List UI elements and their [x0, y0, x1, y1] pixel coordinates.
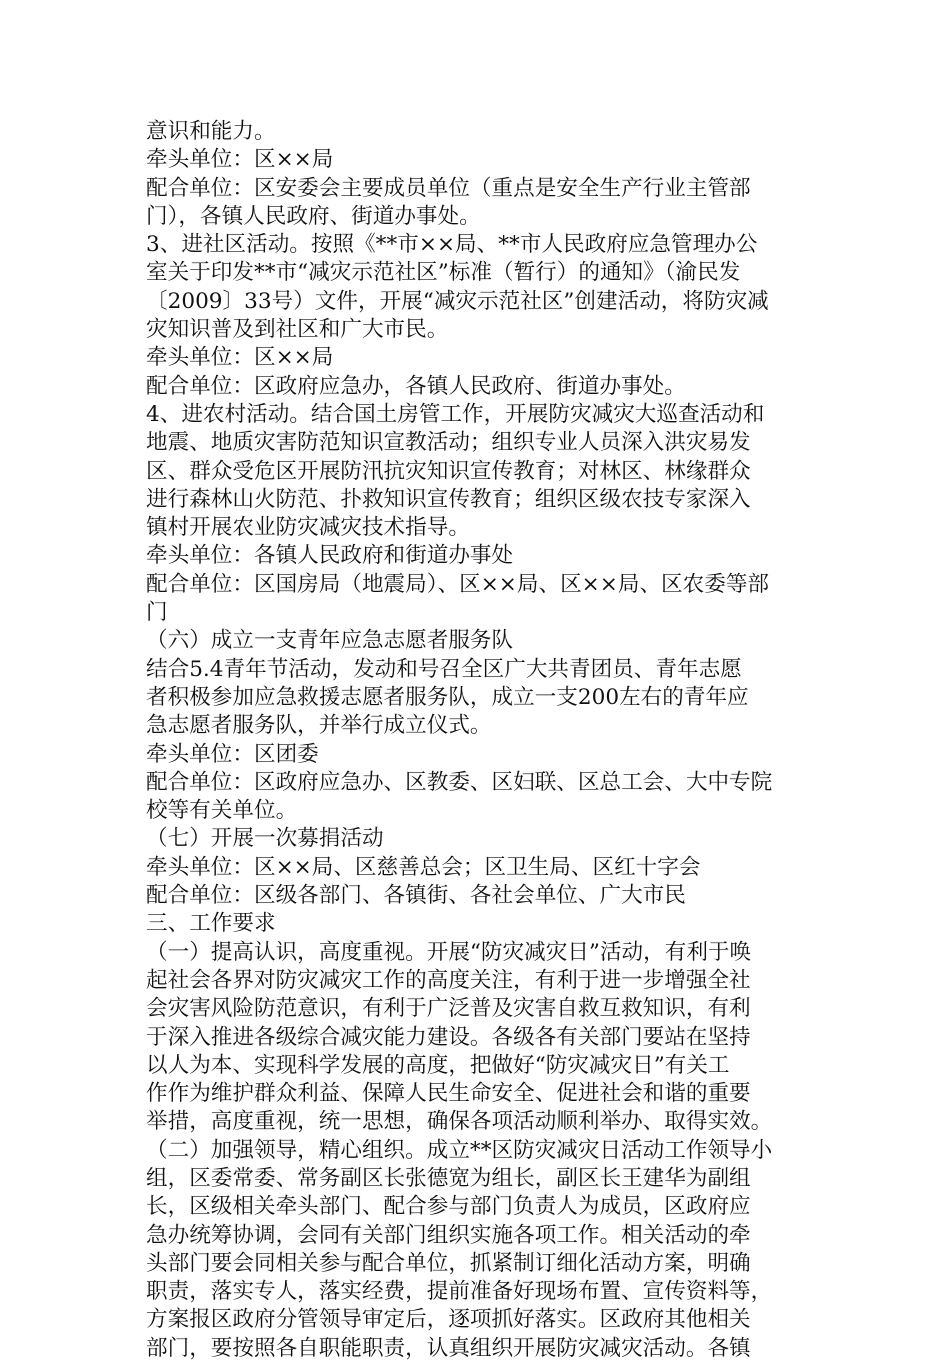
text-line: 室关于印发**市“减灾示范社区”标准（暂行）的通知》（渝民发 — [146, 260, 741, 286]
section-heading: 三、工作要求 — [146, 911, 276, 937]
text-line: 者积极参加应急救援志愿者服务队，成立一支200左右的青年应 — [146, 684, 749, 710]
section-heading: （六）成立一支青年应急志愿者服务队 — [146, 628, 514, 654]
text-line: 地震、地质灾害防范知识宣教活动；组织专业人员深入洪灾易发 — [146, 430, 751, 456]
text-line: 牵头单位：各镇人民政府和街道办事处 — [146, 543, 514, 569]
text-line: 以人为本、实现科学发展的高度，把做好“防灾减灾日”有关工 — [146, 1052, 730, 1078]
text-line: 配合单位：区安委会主要成员单位（重点是安全生产行业主管部 — [146, 175, 751, 201]
text-line: 结合5.4青年节活动，发动和号召全区广大共青团员、青年志愿 — [146, 656, 742, 682]
text-line: 镇村开展农业防灾减灾技术指导。 — [146, 515, 470, 541]
text-line: 门），各镇人民政府、街道办事处。 — [146, 203, 481, 229]
text-line: 方案报区政府分管领导审定后，逐项抓好落实。区政府其他相关 — [146, 1307, 751, 1333]
text-line: 职责，落实专人，落实经费，提前准备好现场布置、宣传资料等， — [146, 1279, 773, 1305]
text-line: 牵头单位：区××局 — [146, 147, 334, 173]
document-body — [146, 118, 810, 1363]
text-line: 进行森林山火防范、扑救知识宣传教育；组织区级农技专家深入 — [146, 486, 751, 512]
text-line: 配合单位：区政府应急办、区教委、区妇联、区总工会、大中专院 — [146, 769, 773, 795]
text-line: 配合单位：区国房局（地震局）、区××局、区××局、区农委等部 — [146, 571, 770, 597]
text-line: 头部门要会同相关参与配合单位，抓紧制订细化活动方案，明确 — [146, 1250, 751, 1276]
text-line: （二）加强领导，精心组织。成立**区防灾减灾日活动工作领导小 — [146, 1137, 773, 1163]
text-line: 部门，要按照各自职能职责，认真组织开展防灾减灾活动。各镇 — [146, 1335, 751, 1361]
text-line: 门 — [146, 600, 168, 626]
text-line: 配合单位：区政府应急办，各镇人民政府、街道办事处。 — [146, 373, 686, 399]
text-line: 牵头单位：区××局 — [146, 345, 334, 371]
text-line: 4、进农村活动。结合国土房管工作，开展防灾减灾大巡查活动和 — [146, 401, 765, 427]
text-line: 校等有关单位。 — [146, 798, 298, 824]
text-line: 组，区委常委、常务副区长张德宽为组长，副区长王建华为副组 — [146, 1165, 751, 1191]
text-line: 急办统筹协调，会同有关部门组织实施各项工作。相关活动的牵 — [146, 1222, 751, 1248]
text-line: 急志愿者服务队，并举行成立仪式。 — [146, 713, 492, 739]
text-line: 起社会各界对防灾减灾工作的高度关注，有利于进一步增强全社 — [146, 967, 751, 993]
text-line: 牵头单位：区××局、区慈善总会；区卫生局、区红十字会 — [146, 854, 701, 880]
text-line: 牵头单位：区团委 — [146, 741, 319, 767]
text-line: 灾知识普及到社区和广大市民。 — [146, 317, 449, 343]
text-line: 长，区级相关牵头部门、配合参与部门负责人为成员，区政府应 — [146, 1194, 751, 1220]
text-line: 意识和能力。 — [146, 119, 276, 144]
text-line: 〔2009〕33号）文件，开展“减灾示范社区”创建活动，将防灾减 — [146, 288, 769, 314]
text-line: 会灾害风险防范意识，有利于广泛普及灾害自救互救知识，有利 — [146, 996, 751, 1022]
section-heading: （七）开展一次募捐活动 — [146, 826, 384, 852]
text-line: 作作为维护群众利益、保障人民生命安全、促进社会和谐的重要 — [146, 1081, 751, 1107]
text-line: 配合单位：区级各部门、各镇街、各社会单位、广大市民 — [146, 883, 686, 909]
text-line: 于深入推进各级综合减灾能力建设。各级各有关部门要站在坚持 — [146, 1024, 751, 1050]
text-line: 举措，高度重视，统一思想，确保各项活动顺利举办、取得实效。 — [146, 1109, 773, 1135]
text-line: 区、群众受危区开展防汛抗灾知识宣传教育；对林区、林缘群众 — [146, 458, 751, 484]
text-line: 3、进社区活动。按照《**市××局、**市人民政府应急管理办公 — [146, 232, 758, 258]
text-line: （一）提高认识，高度重视。开展“防灾减灾日”活动，有利于唤 — [146, 939, 752, 965]
